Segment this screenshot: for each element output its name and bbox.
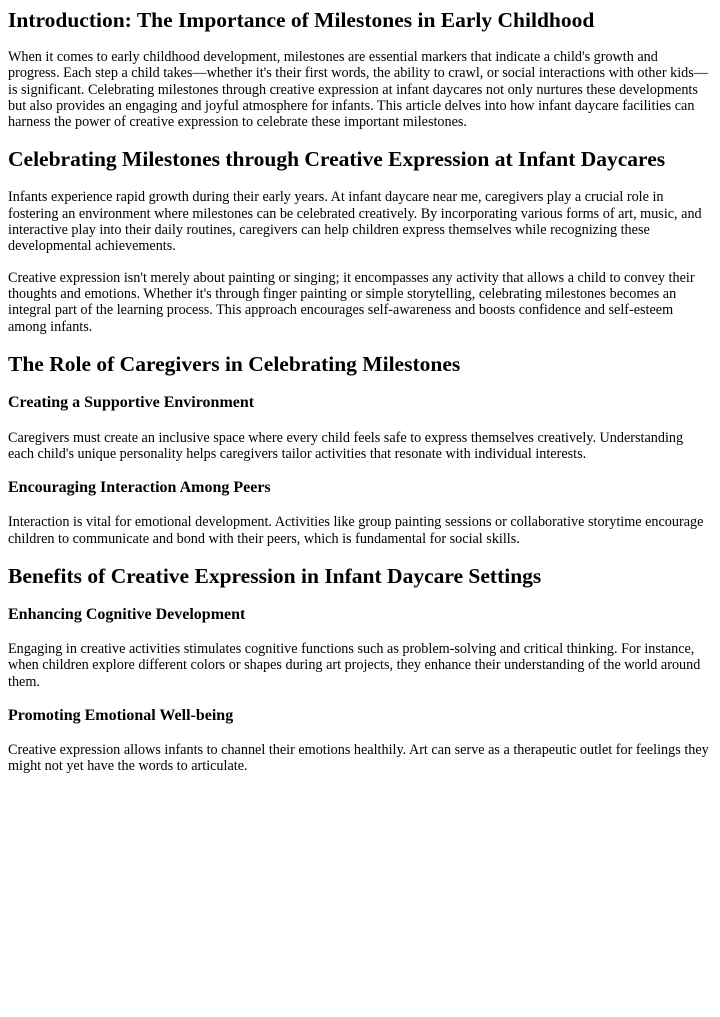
section-paragraph: Creative expression isn't merely about painting or singing; it encompasses any activity that allows a child to convey their thoughts and emotions. Whether it's through finger painting or simple storytelling, celebrating milestones becomes an integral part of the learning process. This approach encourages self-awareness and boosts confidence and self-esteem among infants. bbox=[8, 269, 695, 335]
section-heading-celebrating-milestones: Celebrating Milestones through Creative Expression at Infant Daycares bbox=[8, 147, 666, 172]
subsection-heading-peer-interaction: Encouraging Interaction Among Peers bbox=[8, 479, 271, 497]
subsection-heading-supportive-environment: Creating a Supportive Environment bbox=[8, 393, 255, 411]
section-paragraph: When it comes to early childhood development, milestones are essential markers that indicate a child's growth and progress. Each step a child takes—whether it's their first words, the ability to crawl, or social interactions with other kids—is significant. Celebrating milestones through creative expression at infant daycares not only nurtures these developments but also provides an engaging and joyful atmosphere for infants. This article delves into how infant daycare facilities can harness the power of creative expression to celebrate these important milestones. bbox=[8, 49, 708, 131]
subsection-paragraph: Engaging in creative activities stimulates cognitive functions such as problem-solving and critical thinking. For instance, when children explore different colors or shapes during art projects, they enhance their understanding of the world around them. bbox=[8, 641, 701, 690]
subsection-paragraph: Interaction is vital for emotional development. Activities like group painting sessions or collaborative storytime encourage children to communicate and bond with their peers, which is fundamental for social skills. bbox=[8, 514, 704, 547]
subsection-paragraph: Creative expression allows infants to channel their emotions healthily. Art can serve as a therapeutic outlet for feelings they might not yet have the words to articulate. bbox=[8, 741, 709, 775]
section-heading-benefits: Benefits of Creative Expression in Infant Daycare Settings bbox=[8, 564, 542, 589]
subsection-heading-emotional-wellbeing: Promoting Emotional Well-being bbox=[8, 706, 234, 724]
section-heading-role-of-caregivers: The Role of Caregivers in Celebrating Milestones bbox=[8, 351, 461, 376]
subsection-paragraph: Caregivers must create an inclusive space where every child feels safe to express themselves creatively. Understanding each child's unique personality helps caregivers tailor activities that resonate with individual interests. bbox=[8, 429, 684, 463]
section-paragraph: Infants experience rapid growth during their early years. At infant daycare near me, caregivers play a crucial role in fostering an environment where milestones can be celebrated creatively. By incorporating various forms of art, music, and interactive play into their daily routines, caregivers can help children express themselves while recognizing these developmental achievements. bbox=[8, 189, 702, 255]
section-heading-introduction: Introduction: The Importance of Milestones in Early Childhood bbox=[8, 8, 595, 32]
subsection-heading-cognitive-development: Enhancing Cognitive Development bbox=[8, 606, 246, 624]
